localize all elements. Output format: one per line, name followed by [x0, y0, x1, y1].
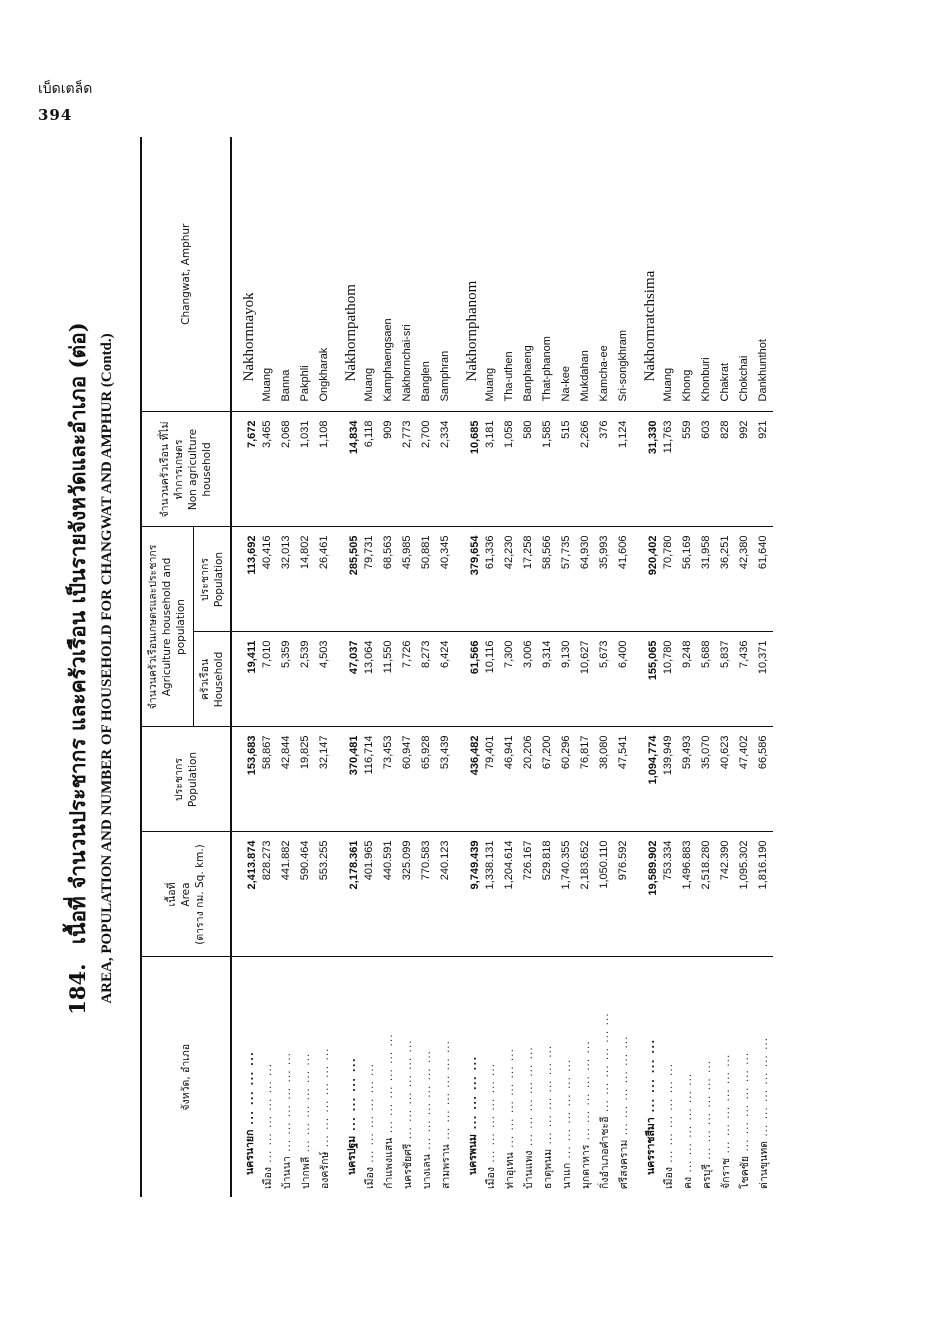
amphur-row [754, 137, 773, 1197]
cell-population: 153,683 [231, 727, 258, 832]
cell-changwat-thai: องครักษ์ ... ... ... ... ... ... [318, 1047, 331, 1189]
cell-area: 1,816.190 [754, 832, 773, 957]
cell-non-agri-household: 31,330 [633, 412, 659, 527]
cell-area: 2,178.361 [334, 832, 360, 957]
cell-area: 325.099 [398, 832, 417, 957]
cell-area: 440.591 [379, 832, 398, 957]
cell-household: 9,314 [538, 632, 557, 727]
cell-population: 76,817 [576, 727, 595, 832]
cell-changwat-thai: เมือง ... ... ... ... ... ... [662, 1062, 675, 1189]
cell-changwat-thai: นครราชสีมา ... ... ... ... [644, 1038, 657, 1175]
cell-changwat-english: That-phanom [538, 137, 557, 412]
amphur-row [735, 137, 754, 1197]
page-number: 394 [38, 106, 73, 124]
cell-agri-population: 61,336 [481, 527, 500, 632]
cell-non-agri-household: 1,108 [315, 412, 334, 527]
cell-household: 6,424 [436, 632, 455, 727]
cell-household: 7,300 [500, 632, 519, 727]
cell-changwat-thai: ศรีสงคราม ... ... ... ... ... ... [617, 1035, 630, 1189]
cell-changwat-thai: นครปฐม ... ... ... ... [345, 1057, 358, 1175]
cell-agri-population: 61,640 [754, 527, 773, 632]
header-area: เนื้อที่ Area (ตาราง กม. Sq. km.) [141, 832, 231, 957]
cell-household: 10,627 [576, 632, 595, 727]
cell-changwat-thai: บ้านนา ... ... ... ... ... ... [280, 1052, 293, 1189]
cell-population: 40,623 [716, 727, 735, 832]
cell-non-agri-household: 376 [595, 412, 614, 527]
cell-changwat-english: Muang [360, 137, 379, 412]
cell-population: 60,296 [557, 727, 576, 832]
amphur-row [678, 137, 697, 1197]
cell-area: 828.273 [258, 832, 277, 957]
table-title-english: AREA, POPULATION AND NUMBER OF HOUSEHOLD FOR CHANGWAT AND AMPHUR (Contd.) [99, 333, 115, 1004]
cell-household: 8,273 [417, 632, 436, 727]
cell-household: 5,688 [697, 632, 716, 727]
cell-changwat-english: Ongkharak [315, 137, 334, 412]
cell-changwat-thai: จักราช ... ... ... ... ... ... [719, 1053, 732, 1189]
cell-changwat-english: Nakhornphanom [455, 137, 481, 412]
cell-population: 35,070 [697, 727, 716, 832]
cell-changwat-english: Banphaeng [519, 137, 538, 412]
cell-non-agri-household: 2,334 [436, 412, 455, 527]
cell-changwat-thai: โชคชัย ... ... ... ... ... ... [738, 1051, 751, 1189]
amphur-row [398, 137, 417, 1197]
cell-agri-population: 32,013 [277, 527, 296, 632]
province-row [334, 137, 360, 1197]
cell-changwat-thai: เมือง ... ... ... ... ... ... [261, 1062, 274, 1189]
amphur-row [519, 137, 538, 1197]
cell-agri-population: 31,958 [697, 527, 716, 632]
cell-household: 5,837 [716, 632, 735, 727]
cell-population: 47,541 [614, 727, 633, 832]
cell-changwat-thai: ธาตุพนม ... ... ... ... ... ... [541, 1044, 554, 1189]
cell-household: 9,130 [557, 632, 576, 727]
cell-population: 46,941 [500, 727, 519, 832]
amphur-row [417, 137, 436, 1197]
cell-area: 2,183.652 [576, 832, 595, 957]
table-header [141, 137, 231, 1197]
header-population: ประชากร Population [141, 727, 231, 832]
cell-non-agri-household: 2,700 [417, 412, 436, 527]
cell-agri-population: 57,735 [557, 527, 576, 632]
cell-changwat-english: Pakphli [296, 137, 315, 412]
cell-changwat-english: Kamcha-ee [595, 137, 614, 412]
cell-agri-population: 42,380 [735, 527, 754, 632]
cell-area: 401.965 [360, 832, 379, 957]
cell-changwat-english: Nakhornchai-sri [398, 137, 417, 412]
cell-non-agri-household: 2,068 [277, 412, 296, 527]
cell-non-agri-household: 2,773 [398, 412, 417, 527]
cell-non-agri-household: 515 [557, 412, 576, 527]
cell-area: 1,496.883 [678, 832, 697, 957]
cell-agri-population: 379,654 [455, 527, 481, 632]
cell-changwat-thai: ท่าอุเทน ... ... ... ... ... ... [503, 1048, 516, 1189]
cell-non-agri-household: 10,685 [455, 412, 481, 527]
cell-non-agri-household: 992 [735, 412, 754, 527]
cell-non-agri-household: 1,124 [614, 412, 633, 527]
province-row [455, 137, 481, 1197]
cell-non-agri-household: 7,672 [231, 412, 258, 527]
cell-area: 240.123 [436, 832, 455, 957]
cell-population: 67,200 [538, 727, 557, 832]
amphur-row [576, 137, 595, 1197]
header-non-agriculture: จำนวนครัวเรือน ที่ไม่ทำการเกษตร Non agriculture household [141, 412, 231, 527]
amphur-row [481, 137, 500, 1197]
cell-area: 441.882 [277, 832, 296, 957]
cell-population: 59,493 [678, 727, 697, 832]
cell-household: 19,411 [231, 632, 258, 727]
cell-area: 1,740.355 [557, 832, 576, 957]
cell-population: 38,080 [595, 727, 614, 832]
cell-agri-population: 50,881 [417, 527, 436, 632]
cell-changwat-english: Banna [277, 137, 296, 412]
amphur-row [379, 137, 398, 1197]
cell-changwat-thai: นครชัยศรี ... ... ... ... ... ... [401, 1039, 414, 1189]
cell-area: 2,413.874 [231, 832, 258, 957]
header-changwat-thai: จังหวัด, อำเภอ [141, 957, 231, 1197]
cell-population: 58,867 [258, 727, 277, 832]
cell-population: 79,401 [481, 727, 500, 832]
cell-agri-population: 14,802 [296, 527, 315, 632]
header-agriculture: จำนวนครัวเรือนเกษตรและประชากร Agriculture household and population [141, 527, 193, 727]
cell-agri-population: 64,930 [576, 527, 595, 632]
cell-household: 5,673 [595, 632, 614, 727]
amphur-row [659, 137, 678, 1197]
cell-changwat-english: Sri-songkhram [614, 137, 633, 412]
cell-non-agri-household: 11,763 [659, 412, 678, 527]
cell-changwat-english: Khonburi [697, 137, 716, 412]
statistics-table [140, 137, 773, 1197]
cell-area: 9,749.439 [455, 832, 481, 957]
cell-agri-population: 68,563 [379, 527, 398, 632]
cell-non-agri-household: 14,834 [334, 412, 360, 527]
amphur-row [315, 137, 334, 1197]
amphur-row [538, 137, 557, 1197]
amphur-row [595, 137, 614, 1197]
table-title-thai [62, 100, 95, 1237]
amphur-row [277, 137, 296, 1197]
cell-changwat-thai: กำแพงแสน ... ... ... ... ... ... [382, 1033, 395, 1189]
cell-household: 13,064 [360, 632, 379, 727]
cell-changwat-english: Kamphaengsaen [379, 137, 398, 412]
cell-non-agri-household: 603 [697, 412, 716, 527]
cell-agri-population: 58,566 [538, 527, 557, 632]
amphur-row [614, 137, 633, 1197]
cell-area: 1,204.614 [500, 832, 519, 957]
cell-household: 7,726 [398, 632, 417, 727]
table-body [231, 137, 773, 1197]
cell-area: 2,518.280 [697, 832, 716, 957]
cell-household: 7,436 [735, 632, 754, 727]
cell-household: 9,248 [678, 632, 697, 727]
header-changwat-english: Changwat, Amphur [141, 137, 231, 412]
cell-area: 529.818 [538, 832, 557, 957]
cell-agri-population: 113,692 [231, 527, 258, 632]
cell-area: 1,338.131 [481, 832, 500, 957]
cell-changwat-english: Banglen [417, 137, 436, 412]
cell-household: 3,006 [519, 632, 538, 727]
cell-household: 7,010 [258, 632, 277, 727]
cell-population: 19,825 [296, 727, 315, 832]
cell-non-agri-household: 921 [754, 412, 773, 527]
cell-population: 42,844 [277, 727, 296, 832]
cell-household: 2,539 [296, 632, 315, 727]
amphur-row [557, 137, 576, 1197]
cell-changwat-english: Muang [659, 137, 678, 412]
cell-household: 6,400 [614, 632, 633, 727]
cell-household: 11,550 [379, 632, 398, 727]
cell-changwat-thai: ด่านขุนทด ... ... ... ... ... ... [757, 1036, 770, 1189]
cell-agri-population: 70,780 [659, 527, 678, 632]
cell-changwat-thai: กิ่งอำเภอคำชะอี ... ... ... ... ... ... [598, 1012, 611, 1189]
cell-non-agri-household: 580 [519, 412, 538, 527]
cell-household: 155,065 [633, 632, 659, 727]
table-title-thai-text: เนื้อที่ จำนวนประชากร และครัวเรือน เป็นรายจังหวัดและอำเภอ (ต่อ) [65, 322, 90, 945]
amphur-row [500, 137, 519, 1197]
cell-changwat-thai: เมือง ... ... ... ... ... ... [363, 1062, 376, 1189]
cell-changwat-english: Nakhornpathom [334, 137, 360, 412]
cell-area: 553.255 [315, 832, 334, 957]
cell-changwat-english: Na-kee [557, 137, 576, 412]
amphur-row [360, 137, 379, 1197]
cell-population: 73,453 [379, 727, 398, 832]
cell-area: 726.167 [519, 832, 538, 957]
cell-changwat-thai: นาแก ... ... ... ... ... ... [560, 1058, 573, 1189]
cell-population: 66,586 [754, 727, 773, 832]
cell-non-agri-household: 559 [678, 412, 697, 527]
cell-non-agri-household: 3,465 [258, 412, 277, 527]
cell-agri-population: 26,461 [315, 527, 334, 632]
amphur-row [697, 137, 716, 1197]
cell-changwat-english: Muang [258, 137, 277, 412]
cell-changwat-english: Chokchai [735, 137, 754, 412]
cell-non-agri-household: 1,585 [538, 412, 557, 527]
cell-agri-population: 285,505 [334, 527, 360, 632]
cell-changwat-thai: นครพนม ... ... ... ... [466, 1055, 479, 1175]
cell-population: 65,928 [417, 727, 436, 832]
cell-population: 20,206 [519, 727, 538, 832]
cell-changwat-english: Nakhornratchsima [633, 137, 659, 412]
cell-changwat-english: Tha-uthen [500, 137, 519, 412]
cell-changwat-thai: เมือง ... ... ... ... ... ... [484, 1062, 497, 1189]
cell-household: 47,037 [334, 632, 360, 727]
cell-changwat-english: Nakhornnayok [231, 137, 258, 412]
cell-area: 590.464 [296, 832, 315, 957]
header-agri-population: ประชากร Population [193, 527, 231, 632]
cell-non-agri-household: 909 [379, 412, 398, 527]
cell-agri-population: 35,993 [595, 527, 614, 632]
cell-area: 742.390 [716, 832, 735, 957]
cell-area: 753.334 [659, 832, 678, 957]
cell-agri-population: 40,345 [436, 527, 455, 632]
cell-changwat-thai: ปากพลี ... ... ... ... ... ... [299, 1052, 312, 1189]
cell-population: 139,949 [659, 727, 678, 832]
cell-household: 10,371 [754, 632, 773, 727]
cell-population: 436,482 [455, 727, 481, 832]
cell-agri-population: 56,169 [678, 527, 697, 632]
cell-changwat-thai: สามพราน ... ... ... ... ... ... [439, 1040, 452, 1189]
cell-population: 370,481 [334, 727, 360, 832]
cell-changwat-english: Chakrat [716, 137, 735, 412]
cell-changwat-thai: นครนายก ... ... ... ... [243, 1051, 256, 1175]
amphur-row [436, 137, 455, 1197]
cell-population: 1,094,774 [633, 727, 659, 832]
cell-agri-population: 79,731 [360, 527, 379, 632]
cell-changwat-thai: คง ... ... ... ... ... ... [681, 1072, 694, 1189]
province-row [633, 137, 659, 1197]
cell-agri-population: 45,985 [398, 527, 417, 632]
cell-household: 10,780 [659, 632, 678, 727]
cell-changwat-thai: มุกดาหาร ... ... ... ... ... ... [579, 1040, 592, 1189]
cell-non-agri-household: 3,181 [481, 412, 500, 527]
cell-area: 19,589.902 [633, 832, 659, 957]
amphur-row [258, 137, 277, 1197]
cell-population: 32,147 [315, 727, 334, 832]
cell-agri-population: 17,258 [519, 527, 538, 632]
amphur-row [296, 137, 315, 1197]
cell-agri-population: 41,606 [614, 527, 633, 632]
header-household: ครัวเรือน Household [193, 632, 231, 727]
corner-heading: เบ็ดเตล็ด [38, 81, 93, 97]
cell-changwat-english: Khong [678, 137, 697, 412]
cell-agri-population: 920,402 [633, 527, 659, 632]
cell-non-agri-household: 6,118 [360, 412, 379, 527]
table-number: 184. [65, 963, 90, 1015]
cell-area: 770.583 [417, 832, 436, 957]
cell-population: 60,947 [398, 727, 417, 832]
cell-household: 10,116 [481, 632, 500, 727]
cell-non-agri-household: 828 [716, 412, 735, 527]
cell-area: 1,095.302 [735, 832, 754, 957]
cell-changwat-thai: ครบุรี ... ... ... ... ... ... [700, 1059, 713, 1189]
cell-agri-population: 40,416 [258, 527, 277, 632]
cell-population: 53,439 [436, 727, 455, 832]
province-row [231, 137, 258, 1197]
cell-changwat-thai: บ้านแพง ... ... ... ... ... ... [522, 1046, 535, 1189]
cell-agri-population: 36,251 [716, 527, 735, 632]
cell-changwat-english: Mukdahan [576, 137, 595, 412]
cell-changwat-english: Muang [481, 137, 500, 412]
cell-population: 116,714 [360, 727, 379, 832]
cell-agri-population: 42,230 [500, 527, 519, 632]
cell-area: 1,050.110 [595, 832, 614, 957]
cell-population: 47,402 [735, 727, 754, 832]
cell-changwat-thai: บางเลน ... ... ... ... ... ... [420, 1050, 433, 1189]
cell-household: 5,359 [277, 632, 296, 727]
cell-non-agri-household: 1,031 [296, 412, 315, 527]
cell-non-agri-household: 1,058 [500, 412, 519, 527]
cell-household: 4,503 [315, 632, 334, 727]
cell-non-agri-household: 2,266 [576, 412, 595, 527]
cell-changwat-english: Samphran [436, 137, 455, 412]
amphur-row [716, 137, 735, 1197]
cell-changwat-english: Dankhunthot [754, 137, 773, 412]
cell-area: 976.592 [614, 832, 633, 957]
cell-household: 61,566 [455, 632, 481, 727]
